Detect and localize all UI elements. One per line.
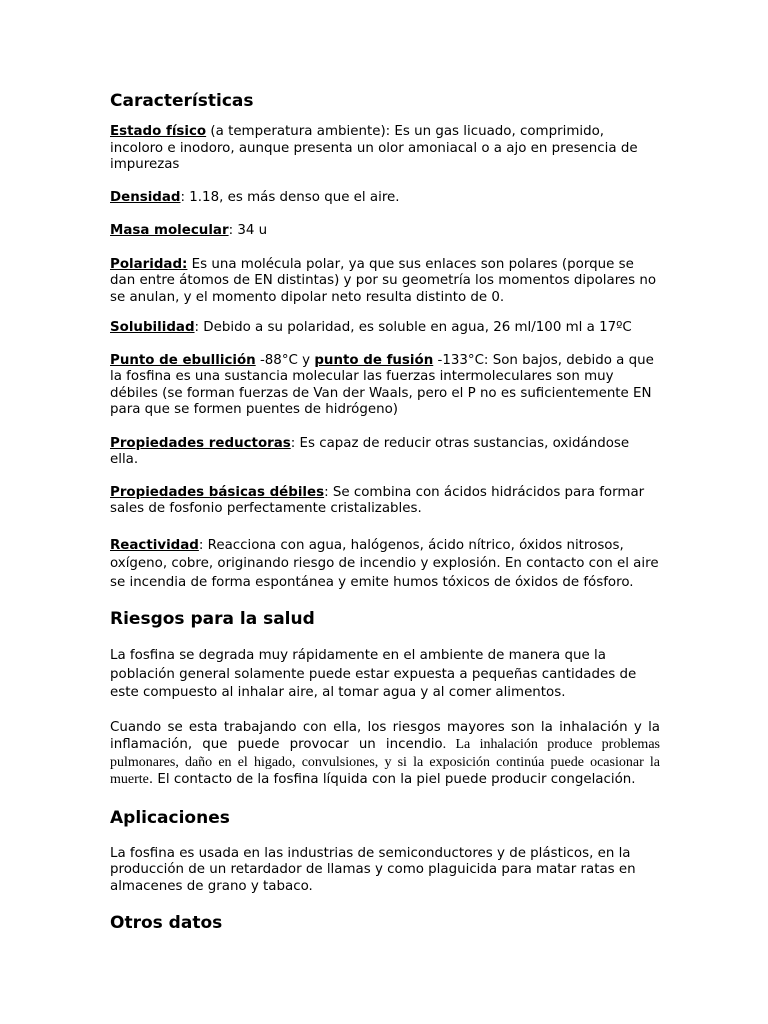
text-riesgos-2a: Cuando se esta trabajando con ella, los riesgos mayores son la inhalación y la inflamación, que puede provocar un incendio: [110, 719, 660, 752]
text-riesgos-2c: . El contacto de la fosfina líquida con la piel puede producir congelación.: [148, 772, 636, 787]
text-propiedades-reductoras: : Es capaz de reducir otras sustancias, oxidándose ella.: [110, 435, 630, 467]
text-punto-fusion: -133°C: Son bajos, debido a que la fosfina es una sustancia molecular las fuerzas intermoleculares son muy débiles (se forman fuerzas de Van der Waals, pero el P no es suficientemente EN para que se formen puentes de hidrógeno): [110, 352, 654, 417]
paragraph-densidad: [110, 190, 660, 207]
heading-aplicaciones: Aplicaciones: [110, 807, 230, 828]
text-estado-fisico: (a temperatura ambiente): Es un gas licuado, comprimido, incoloro e inodoro, aunque presenta un olor amoniacal o a ajo en presencia de impurezas: [110, 124, 638, 172]
term-densidad: Densidad: [110, 189, 181, 205]
text-riesgos-2b: . La inhalación produce problemas pulmonares, daño en el higado, convulsiones, y si la exposición continúa puede ocasionar la muerte: [110, 737, 660, 787]
text-punto-ebullicion: -88°C y: [255, 352, 315, 368]
heading-riesgos: Riesgos para la salud: [110, 609, 315, 629]
term-propiedades-reductoras: Propiedades reductoras: [110, 435, 291, 451]
term-punto-fusion: punto de fusión: [314, 352, 434, 368]
term-punto-ebullicion: Punto de ebullición: [110, 352, 256, 368]
term-reactividad: Reactividad: [110, 537, 199, 553]
term-estado-fisico: Estado físico: [110, 124, 207, 139]
text-polaridad: Es una molécula polar, ya que sus enlaces son polares (porque se dan entre átomos de EN distintas) y por su geometría los momentos dipolares no se anulan, y el momento dipolar neto resulta distinto de 0.: [110, 256, 657, 305]
term-solubilidad: Solubilidad: [110, 320, 195, 335]
heading-caracteristicas: Características: [110, 91, 254, 111]
term-polaridad: Polaridad:: [110, 256, 188, 272]
paragraph-solubilidad: [110, 320, 660, 337]
document-body: [110, 90, 660, 934]
text-solubilidad: : Debido a su polaridad, es soluble en agua, 26 ml/100 ml a 17ºC: [194, 320, 632, 335]
text-densidad: : 1.18, es más denso que el aire.: [180, 189, 400, 205]
term-masa-molecular: Masa molecular: [110, 223, 229, 238]
paragraph-puntos: [110, 353, 660, 419]
term-propiedades-basicas: Propiedades básicas débiles: [110, 484, 325, 500]
paragraph-riesgos-2: [110, 719, 660, 789]
text-reactividad: : Reacciona con agua, halógenos, ácido nítrico, óxidos nitrosos, oxígeno, cobre, originando riesgo de incendio y explosión. En contacto con el aire se incendia de forma espontánea y emite humos tóxicos de óxidos de fósforo.: [110, 537, 659, 590]
paragraph-basicas: [110, 485, 660, 518]
text-masa-molecular: : 34 u: [228, 223, 268, 238]
paragraph-masa-molecular: [110, 223, 660, 240]
paragraph-estado-fisico: [110, 124, 660, 174]
heading-otros-datos: Otros datos: [110, 913, 223, 933]
paragraph-polaridad: [110, 257, 660, 307]
paragraph-reactividad: [110, 537, 660, 593]
paragraph-aplicaciones: La fosfina es usada en las industrias de semiconductores y de plásticos, en la producción de un retardador de llamas y como plaguicida para matar ratas en almacenes de grano y tabaco.: [110, 845, 636, 894]
paragraph-reductoras: [110, 436, 660, 469]
paragraph-riesgos-1: La fosfina se degrada muy rápidamente en el ambiente de manera que la población general solamente puede estar expuesta a pequeñas cantidades de este compuesto al inhalar aire, al tomar agua y al comer alimentos.: [110, 648, 637, 700]
text-propiedades-basicas: : Se combina con ácidos hidrácidos para formar sales de fosfonio perfectamente cristalizables.: [110, 484, 645, 516]
